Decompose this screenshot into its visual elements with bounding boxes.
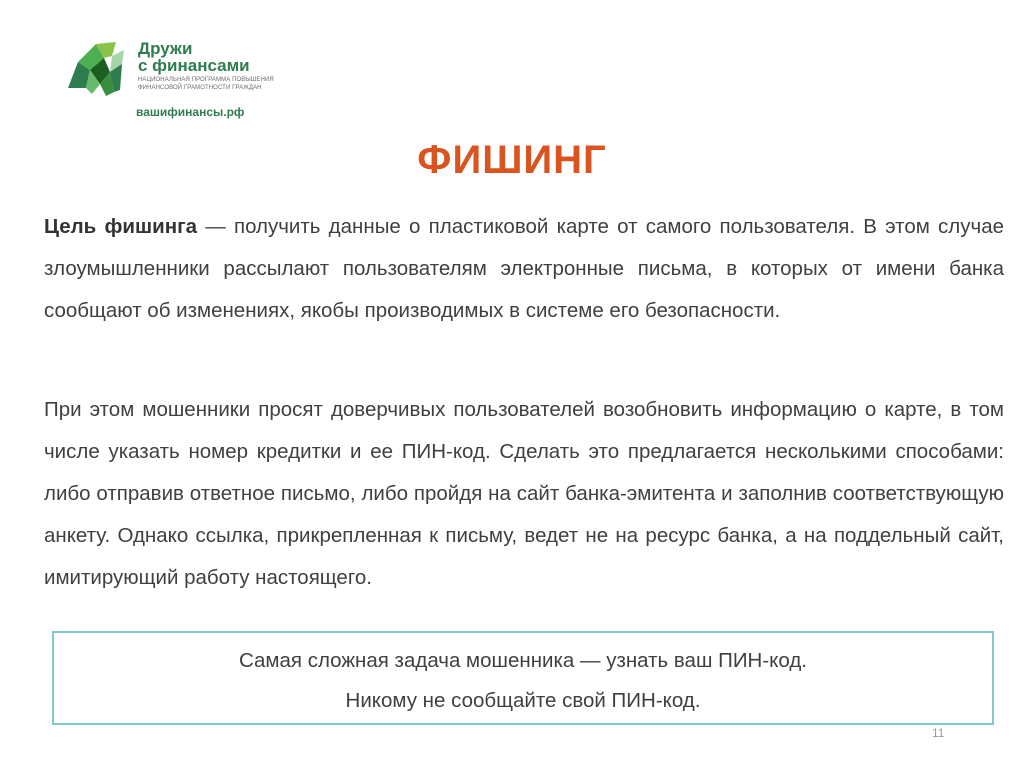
logo-title-line2: с финансами xyxy=(138,56,250,75)
dog-logo-icon xyxy=(66,40,130,96)
logo-title-line1: Дружи xyxy=(138,39,193,58)
paragraph-1 xyxy=(44,206,1004,332)
callout-line-2: Никому не сообщайте свой ПИН-код. xyxy=(345,689,701,712)
paragraph-1-lead: Цель фишинга xyxy=(44,215,198,238)
paragraph-2: При этом мошенники просят доверчивых пользователей возобновить информацию о карте, в том числе указать номер кредитки и ее ПИН-код. Сделать это предлагается несколькими способами: либо отправив ответное письмо, либо пройдя на сайт банка-эмитента и заполнив соответствующую анкету. Однако ссылка, прикрепленная к письму, ведет не на ресурс банка, а на поддельный сайт, имитирующий работу настоящего. xyxy=(44,398,1004,589)
callout-box xyxy=(52,631,994,725)
logo-subtitle: НАЦИОНАЛЬНАЯ ПРОГРАММА ПОВЫШЕНИЯ ФИНАНСОВОЙ ГРАМОТНОСТИ ГРАЖДАН xyxy=(138,77,274,91)
callout-line-1: Самая сложная задача мошенника — узнать ваш ПИН-код. xyxy=(238,649,807,672)
logo-url: вашифинансы.рф xyxy=(136,105,245,119)
page-title: ФИШИНГ xyxy=(417,138,607,182)
logo-title xyxy=(138,40,250,74)
paragraph-1-text: — получить данные о пластиковой карте от самого пользователя. В этом случае злоумышленники рассылают пользователям электронные письма, в которых от имени банка сообщают об изменениях, якобы производимых в системе его безопасности. xyxy=(44,215,1004,322)
page-number: 11 xyxy=(932,726,945,740)
logo xyxy=(66,40,286,130)
